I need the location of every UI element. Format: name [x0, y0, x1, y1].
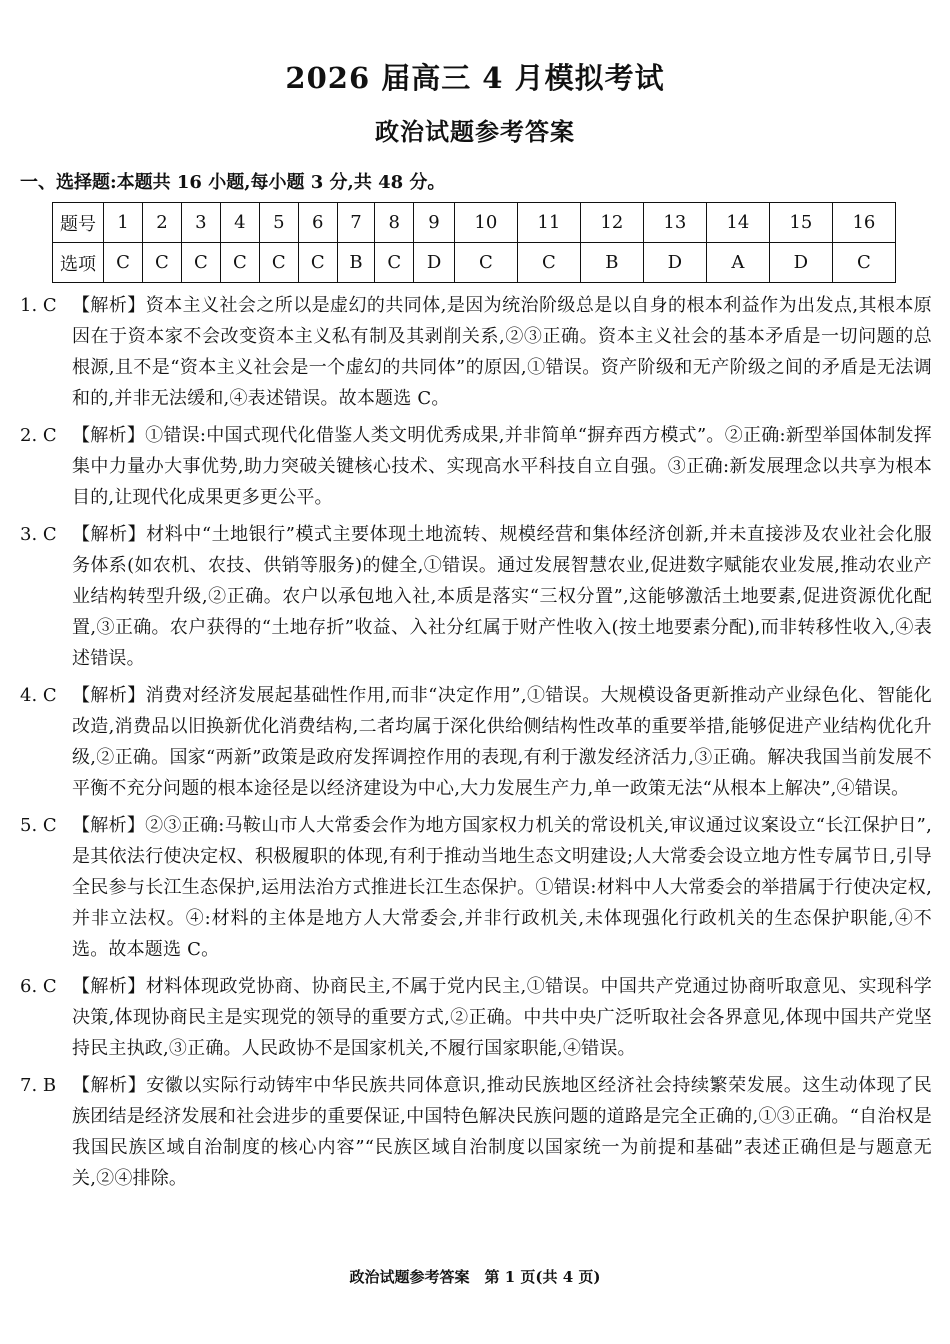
question-number-cell: 10 [454, 203, 517, 243]
row-label-answer-option: 选项 [53, 243, 104, 283]
row-label-question-number: 题号 [53, 203, 104, 243]
question-number-cell: 9 [414, 203, 455, 243]
question-number-cell: 6 [298, 203, 337, 243]
page-subtitle: 政治试题参考答案 [375, 117, 575, 146]
answer-option-cell: C [832, 243, 895, 283]
item-explanation-text: 【解析】材料中“土地银行”模式主要体现土地流转、规模经营和集体经济创新,并未直接涉及农业社会化服务体系(如农机、农技、供销等服务)的健全,①错误。通过发展智慧农业,促进数字赋能农业发展,推动农业产业结构转型升级,②正确。农户以承包地入社,本质是落实“三权分置”,这能够激活土地要素,促进资源优化配置,③正确。农户获得的“土地存折”收益、入社分红属于财产性收入(按土地要素分配),而非转移性收入,④表述错误。 [72, 524, 932, 669]
answer-option-cell: A [706, 243, 769, 283]
question-number-cell: 3 [181, 203, 220, 243]
question-number-cell: 13 [643, 203, 706, 243]
question-number-cell: 2 [142, 203, 181, 243]
answer-option-cell: C [454, 243, 517, 283]
answer-option-row [53, 243, 896, 283]
question-number-cell: 8 [375, 203, 414, 243]
answer-option-cell: D [769, 243, 832, 283]
item-explanation-text: 【解析】资本主义社会之所以是虚幻的共同体,是因为统治阶级总是以自身的根本利益作为出发点,其根本原因在于资本家不会改变资本主义私有制及其剥削关系,②③正确。资本主义社会的基本矛盾是一切问题的总根源,且不是“资本主义社会是一个虚幻的共同体”的原因,①错误。资产阶级和无产阶级之间的矛盾是无法调和的,并非无法缓和,④表述错误。故本题选 C。 [72, 295, 932, 409]
question-number-cell: 14 [706, 203, 769, 243]
item-answer-number: 5. C [20, 815, 57, 836]
explanation-item [20, 1070, 932, 1194]
answer-option-cell: C [375, 243, 414, 283]
answer-option-cell: C [142, 243, 181, 283]
question-number-cell: 12 [580, 203, 643, 243]
item-explanation-text: 【解析】材料体现政党协商、协商民主,不属于党内民主,①错误。中国共产党通过协商听取意见、实现科学决策,体现协商民主是实现党的领导的重要方式,②正确。中共中央广泛听取社会各界意见,体现中国共产党坚持民主执政,③正确。人民政协不是国家机关,不履行国家职能,④错误。 [72, 976, 932, 1059]
item-answer-number: 6. C [20, 976, 57, 997]
question-number-cell: 15 [769, 203, 832, 243]
answer-option-cell: C [104, 243, 143, 283]
explanation-item [20, 420, 932, 513]
item-explanation-text: 【解析】①错误:中国式现代化借鉴人类文明优秀成果,并非简单“摒弃西方模式”。②正确:新型举国体制发挥集中力量办大事优势,助力突破关键核心技术、实现高水平科技自立自强。③正确:新发展理念以共享为根本目的,让现代化成果更多更公平。 [72, 425, 932, 508]
answer-option-cell: C [298, 243, 337, 283]
answer-option-cell: C [259, 243, 298, 283]
item-answer-number: 2. C [20, 425, 57, 446]
answer-option-cell: C [220, 243, 259, 283]
explanation-item [20, 680, 932, 804]
answer-option-cell: C [517, 243, 580, 283]
explanation-list [20, 290, 932, 1200]
item-explanation-text: 【解析】消费对经济发展起基础性作用,而非“决定作用”,①错误。大规模设备更新推动产业绿色化、智能化改造,消费品以旧换新优化消费结构,二者均属于深化供给侧结构性改革的重要举措,能够促进产业结构优化升级,②正确。国家“两新”政策是政府发挥调控作用的表现,有利于激发经济活力,③正确。解决我国当前发展不平衡不充分问题的根本途径是以经济建设为中心,大力发展生产力,单一政策无法“从根本上解决”,④错误。 [72, 685, 932, 799]
item-explanation-text: 【解析】安徽以实际行动铸牢中华民族共同体意识,推动民族地区经济社会持续繁荣发展。这生动体现了民族团结是经济发展和社会进步的重要保证,中国特色解决民族问题的道路是完全正确的,①③正确。“自治权是我国民族区域自治制度的核心内容”“民族区域自治制度以国家统一为前提和基础”表述正确但是与题意无关,②④排除。 [72, 1075, 932, 1189]
explanation-item [20, 810, 932, 965]
explanation-item [20, 519, 932, 674]
answer-option-cell: C [181, 243, 220, 283]
answer-table [52, 202, 896, 283]
item-answer-number: 7. B [20, 1075, 57, 1096]
explanation-item [20, 290, 932, 414]
answer-option-cell: D [643, 243, 706, 283]
item-answer-number: 1. C [20, 295, 57, 316]
question-number-cell: 16 [832, 203, 895, 243]
question-number-cell: 5 [259, 203, 298, 243]
question-number-row [53, 203, 896, 243]
answer-option-cell: D [414, 243, 455, 283]
answer-option-cell: B [580, 243, 643, 283]
page-title: 2026 届高三 4 月模拟考试 [285, 61, 665, 95]
item-answer-number: 3. C [20, 524, 57, 545]
question-number-cell: 11 [517, 203, 580, 243]
item-answer-number: 4. C [20, 685, 57, 706]
question-number-cell: 4 [220, 203, 259, 243]
question-number-cell: 1 [104, 203, 143, 243]
page-footer: 政治试题参考答案 第 1 页(共 4 页) [349, 1268, 601, 1286]
question-number-cell: 7 [337, 203, 375, 243]
section-heading: 一、选择题:本题共 16 小题,每小题 3 分,共 48 分。 [20, 172, 446, 193]
answer-option-cell: B [337, 243, 375, 283]
explanation-item [20, 971, 932, 1064]
item-explanation-text: 【解析】②③正确:马鞍山市人大常委会作为地方国家权力机关的常设机关,审议通过议案设立“长江保护日”,是其依法行使决定权、积极履职的体现,有利于推动当地生态文明建设;人大常委会设立地方性专属节日,引导全民参与长江生态保护,运用法治方式推进长江生态保护。①错误:材料中人大常委会的举措属于行使决定权,并非立法权。④:材料的主体是地方人大常委会,并非行政机关,未体现强化行政机关的生态保护职能,④不选。故本题选 C。 [72, 815, 932, 960]
